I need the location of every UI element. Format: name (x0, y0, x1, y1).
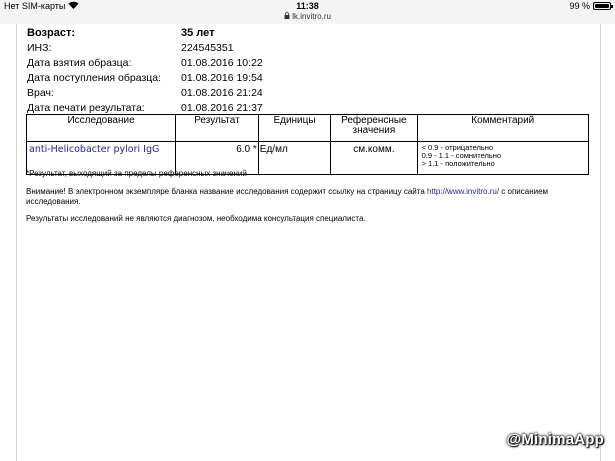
carrier-label: Нет SIM-карты (4, 1, 66, 11)
test-link[interactable]: anti-Helicobacter pylori IgG (29, 144, 160, 155)
battery-percent: 99 % (569, 1, 590, 11)
sample-received-label: Дата поступления образца: (27, 72, 162, 84)
doctor-label: Врач: (27, 87, 54, 99)
sample-received-row (27, 72, 427, 87)
age-row (27, 27, 427, 42)
warning-suffix: с описанием исследования. (26, 187, 549, 206)
results-table (26, 114, 589, 175)
header-reference: Референсные значения (331, 115, 417, 142)
inz-value: 224545351 (181, 42, 234, 54)
status-right (569, 1, 611, 11)
inz-label: ИНЗ: (27, 42, 52, 54)
out-of-range-note: *Результат, выходящий за пределы референсных значений (26, 169, 247, 178)
notes (26, 169, 591, 224)
comment-line: 0.9 - 1.1 - сомнительно (421, 151, 502, 160)
address-bar[interactable] (0, 12, 615, 21)
sample-taken-label: Дата взятия образца: (27, 57, 132, 69)
document-page (16, 24, 601, 461)
header-units: Единицы (258, 115, 330, 142)
sample-received-value: 01.08.2016 19:54 (181, 72, 263, 84)
table-header-row (27, 115, 589, 142)
warning-prefix: Внимание! В электронном экземпляре бланка название исследования содержит ссылку на страницу сайта (26, 187, 428, 196)
header-comment: Комментарий (417, 115, 588, 142)
print-date-value: 01.08.2016 21:37 (181, 102, 263, 114)
print-date-label: Дата печати результата: (27, 102, 145, 114)
status-bar (0, 0, 615, 24)
battery-level (595, 4, 609, 8)
doctor-value: 01.08.2016 21:24 (181, 87, 263, 99)
header-test: Исследование (27, 115, 176, 142)
comment-line: < 0.9 - отрицательно (421, 143, 494, 152)
inz-row (27, 42, 427, 57)
sample-taken-value: 01.08.2016 10:22 (181, 57, 263, 69)
sample-taken-row (27, 57, 427, 72)
clock: 11:38 (296, 1, 319, 11)
doctor-row (27, 87, 427, 102)
units-value: Ед/мл (258, 142, 330, 175)
header-result: Результат (176, 115, 259, 142)
reference-value: см.комм. (331, 142, 417, 175)
warning-note (26, 187, 591, 207)
age-label: Возраст: (27, 27, 75, 39)
watermark: @MinimaApp (506, 431, 604, 448)
battery-icon (593, 2, 611, 10)
site-link[interactable]: http://www.invitro.ru/ (427, 187, 500, 196)
result-value: 6.0 * (176, 142, 259, 175)
comment-line: > 1.1 - положительно (421, 159, 495, 168)
age-value: 35 лет (181, 27, 215, 39)
patient-info (27, 27, 427, 117)
address-text: lk.invitro.ru (292, 12, 331, 21)
disclaimer-note: Результаты исследований не являются диагнозом, необходима консультация специалиста. (26, 214, 366, 223)
